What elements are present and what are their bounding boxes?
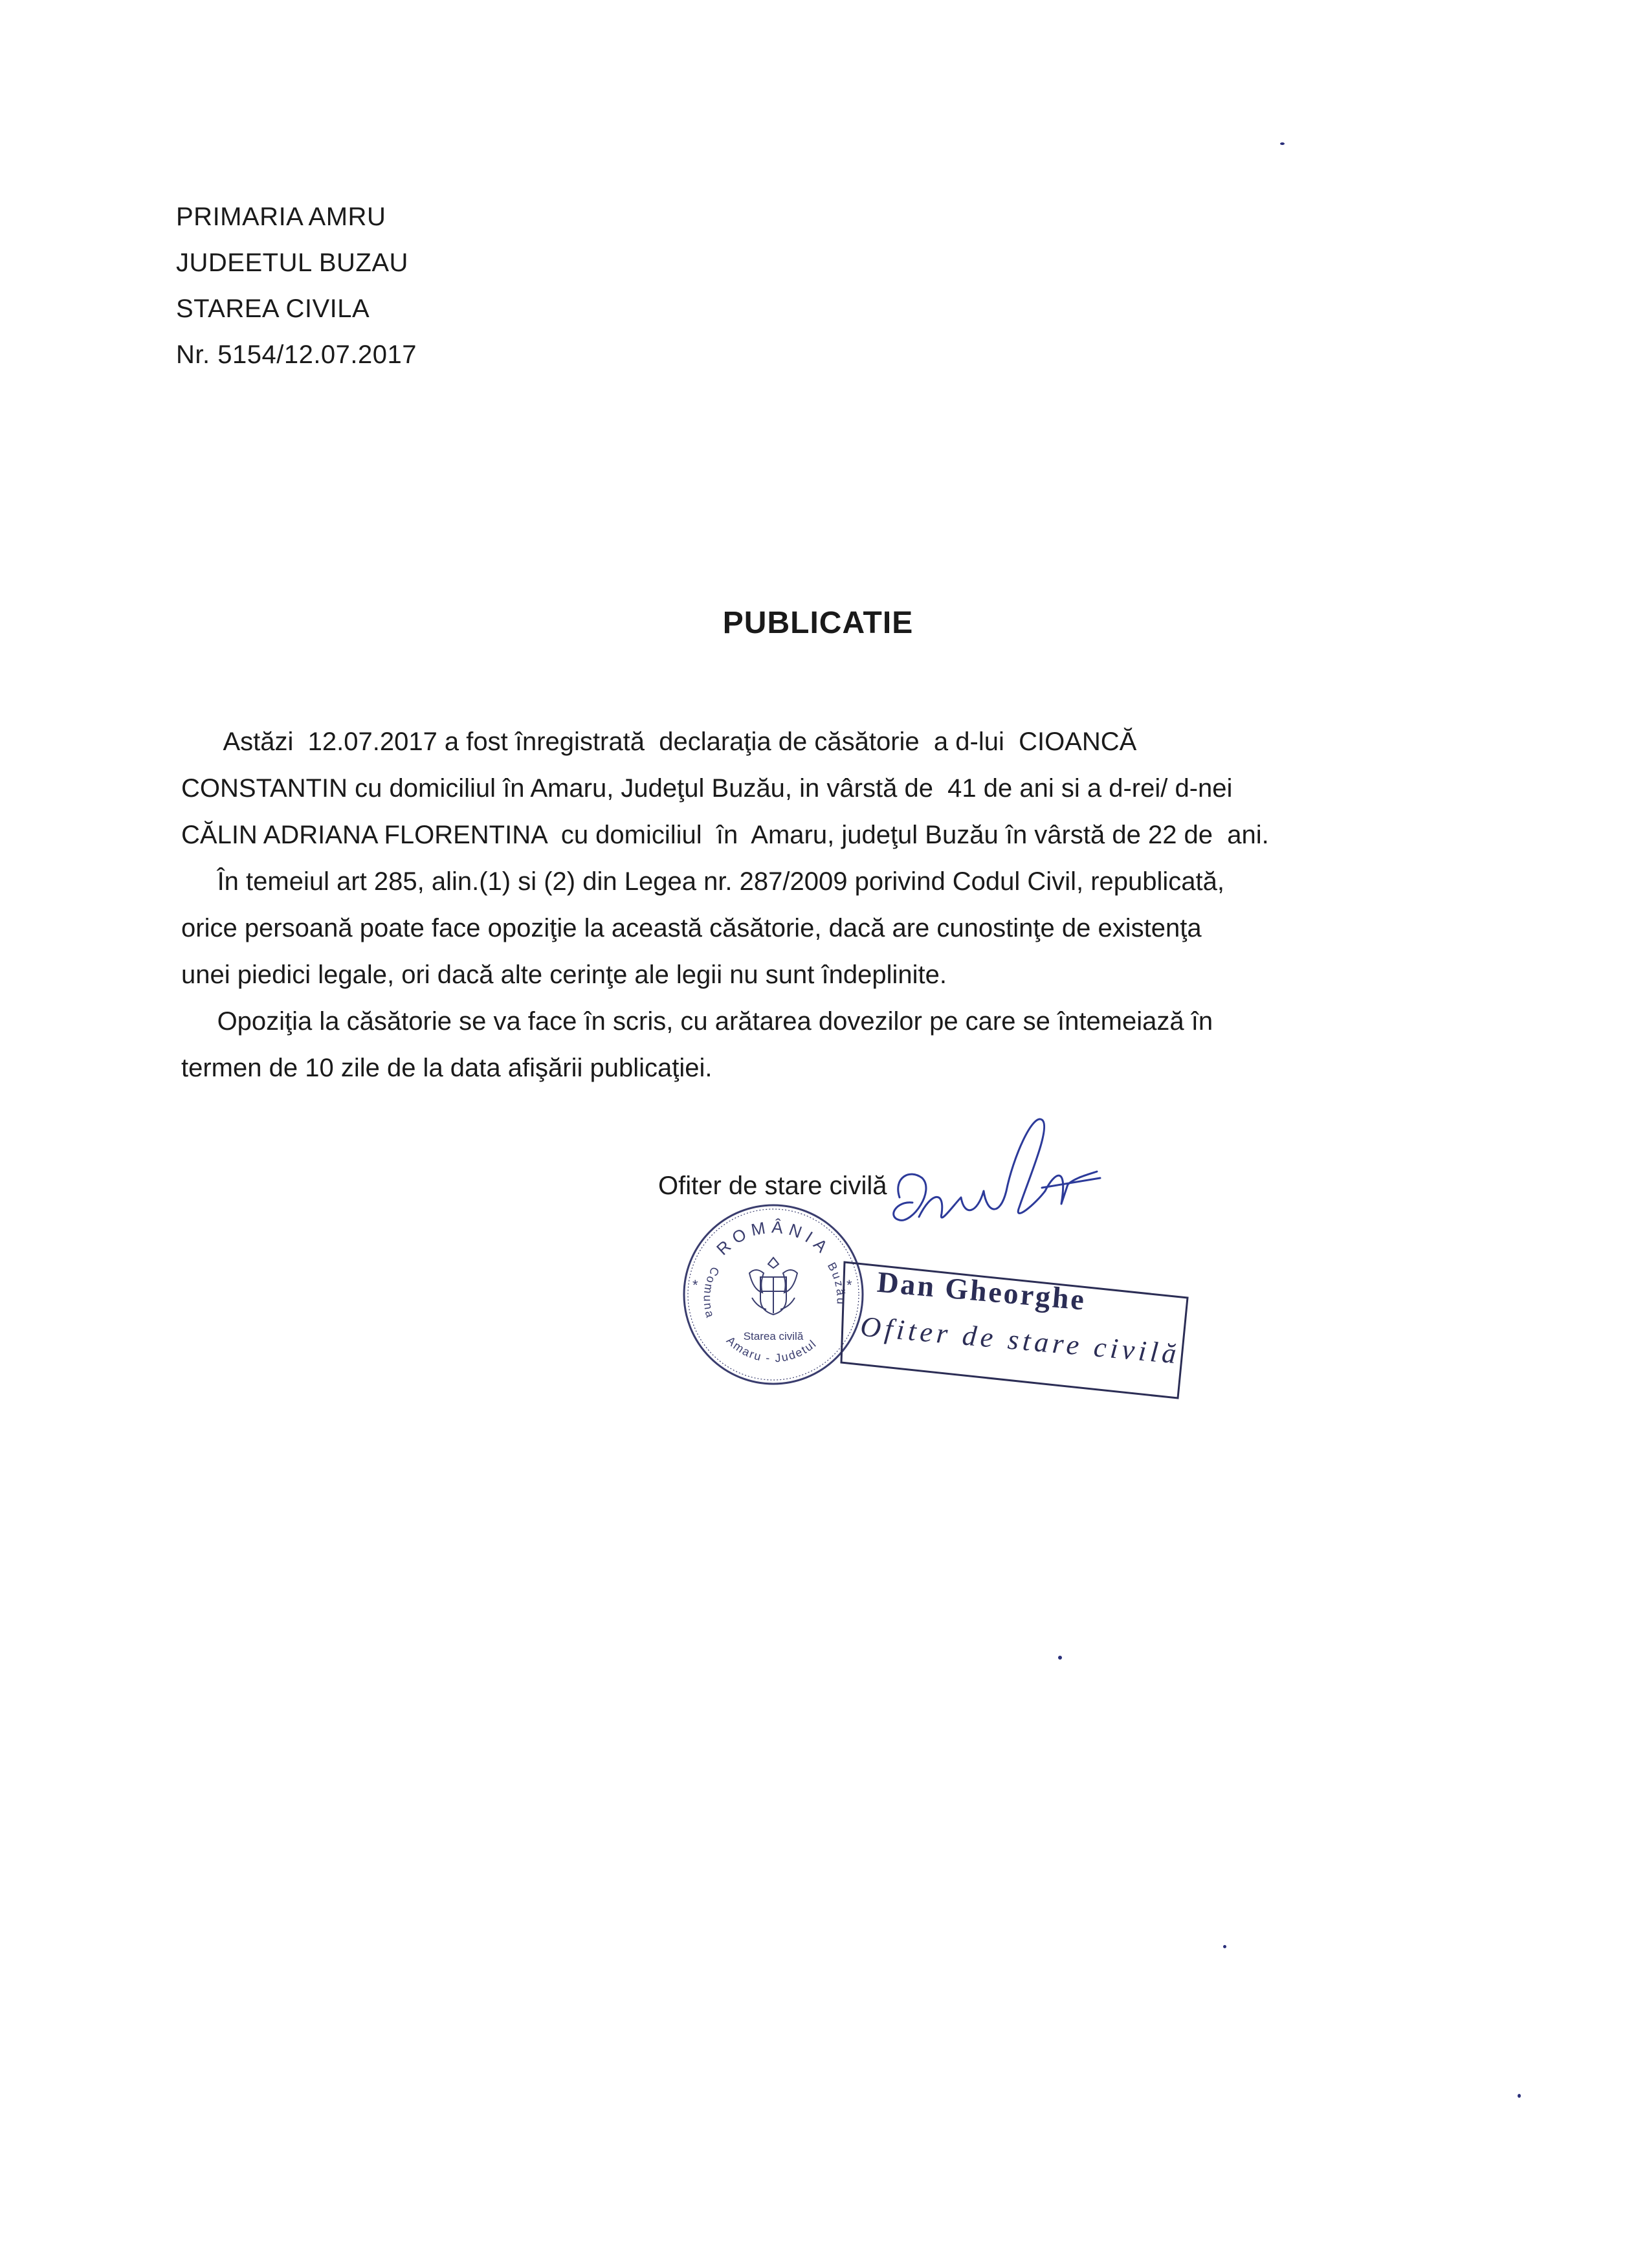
body-line: Opoziţia la căsătorie se va face în scris, cu arătarea dovezilor pe care se întemeiază în	[181, 1007, 1213, 1036]
seal-star-right: *	[846, 1277, 852, 1293]
issuer-header	[176, 194, 417, 378]
paragraph-legal-basis	[181, 858, 1411, 998]
body-line: orice persoană poate face opoziţie la această căsătorie, dacă are cunostinţe de existenţa	[181, 914, 1202, 942]
handwritten-signature	[874, 1094, 1107, 1282]
body-line: CONSTANTIN cu domiciliul în Amaru, Judeţul Buzău, in vârstă de 41 de ani si a d-rei/ d-nei	[181, 774, 1233, 803]
body-line: termen de 10 zile de la data afişării publicaţiei.	[181, 1054, 713, 1082]
document-number: Nr. 5154/12.07.2017	[176, 340, 417, 369]
paragraph-opposition	[181, 998, 1411, 1091]
scan-speck	[1058, 1656, 1062, 1660]
document-title: PUBLICATIE	[722, 606, 914, 640]
seal-top-text: ROMÂNIA	[713, 1217, 835, 1260]
seal-left-text: Comuna	[701, 1265, 722, 1321]
body-line: unei piedici legale, ori dacă alte cerinţe ale legii nu sunt îndeplinite.	[181, 961, 947, 989]
seal-center-text: Starea civilă	[743, 1330, 804, 1342]
document-body	[181, 718, 1411, 1091]
scan-speck	[1280, 142, 1285, 145]
stamp-role: Ofiter de stare civilă	[859, 1310, 1182, 1370]
body-line: Astăzi 12.07.2017 a fost înregistrată declaraţia de căsătorie a d-lui CIOANCĂ	[181, 728, 1137, 756]
seal-star-left: *	[692, 1277, 698, 1293]
issuer-department: STAREA CIVILA	[176, 295, 370, 323]
body-line: CĂLIN ADRIANA FLORENTINA cu domiciliul în Amaru, judeţul Buzău în vârstă de 22 de ani.	[181, 821, 1269, 849]
scan-speck	[1223, 1945, 1226, 1948]
issuer-county: JUDEETUL BUZAU	[176, 249, 408, 277]
scan-speck	[1518, 2094, 1521, 2098]
seal-bottom-text: Amaru - Judetul	[724, 1333, 819, 1365]
issuer-institution: PRIMARIA AMRU	[176, 203, 386, 231]
stamp-name: Dan Gheorghe	[876, 1265, 1088, 1317]
paragraph-declaration	[181, 718, 1411, 858]
signature-label: Ofiter de stare civilă	[658, 1172, 887, 1200]
seal-right-text: Buzău	[824, 1260, 848, 1307]
coat-of-arms-icon	[749, 1258, 797, 1315]
body-line: În temeiul art 285, alin.(1) si (2) din Legea nr. 287/2009 porivind Codul Civil, republicată,	[181, 867, 1224, 896]
